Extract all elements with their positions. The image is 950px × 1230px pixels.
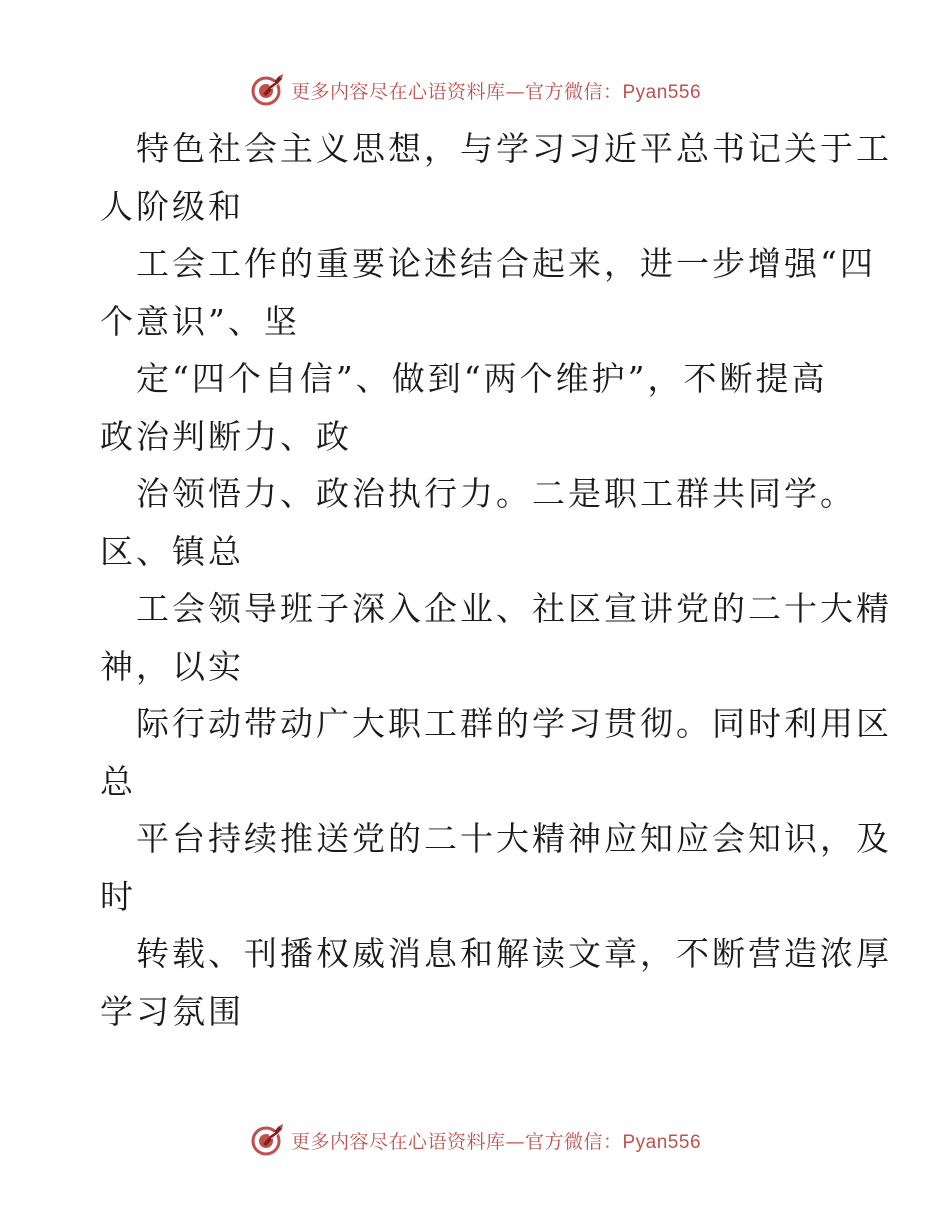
body-text-line: 个意识”、坚: [100, 301, 300, 341]
body-text-line: 学习氛围: [100, 991, 244, 1031]
body-text-line: 平台持续推送党的二十大精神应知应会知识，及: [136, 819, 892, 858]
banner-dash: —: [505, 80, 525, 103]
body-text-line: 区、镇总: [100, 531, 244, 571]
banner-dash: —: [505, 1130, 525, 1153]
banner-main-text: 更多内容尽在心语资料库: [290, 1130, 506, 1153]
banner-official-label: 官方微信：: [524, 80, 623, 103]
body-text-line: 政治判断力、政: [100, 416, 352, 456]
body-text-line: 特色社会主义思想，与学习习近平总书记关于工: [136, 129, 892, 168]
banner-wechat-id: Pyan556: [622, 1131, 702, 1153]
body-text-line: 总: [100, 761, 136, 801]
banner-main-text: 更多内容尽在心语资料库: [290, 80, 506, 103]
body-text-line: 治领悟力、政治执行力。二是职工群共同学。: [136, 474, 856, 513]
footer-banner: [0, 1120, 950, 1160]
body-text-line: 工会工作的重要论述结合起来，进一步增强“四: [136, 244, 876, 283]
body-text-line: 人阶级和: [100, 186, 244, 226]
footer-banner-text: [291, 1127, 701, 1154]
feather-pen-seal-icon: [249, 1122, 285, 1158]
body-text-line: 工会领导班子深入企业、社区宣讲党的二十大精: [136, 589, 892, 628]
body-text-line: 时: [100, 876, 136, 916]
feather-pen-seal-icon: [249, 72, 285, 108]
banner-wechat-id: Pyan556: [622, 81, 702, 103]
header-banner-text: [291, 77, 701, 104]
header-banner: [0, 70, 950, 110]
document-body: [100, 120, 892, 1040]
banner-official-label: 官方微信：: [524, 1130, 623, 1153]
body-text-line: 转载、刊播权威消息和解读文章，不断营造浓厚: [136, 934, 892, 973]
body-text-line: 定“四个自信”、做到“两个维护”，不断提高: [136, 359, 828, 398]
body-text-line: 神，以实: [100, 646, 244, 686]
body-text-line: 际行动带动广大职工群的学习贯彻。同时利用区: [136, 704, 892, 743]
